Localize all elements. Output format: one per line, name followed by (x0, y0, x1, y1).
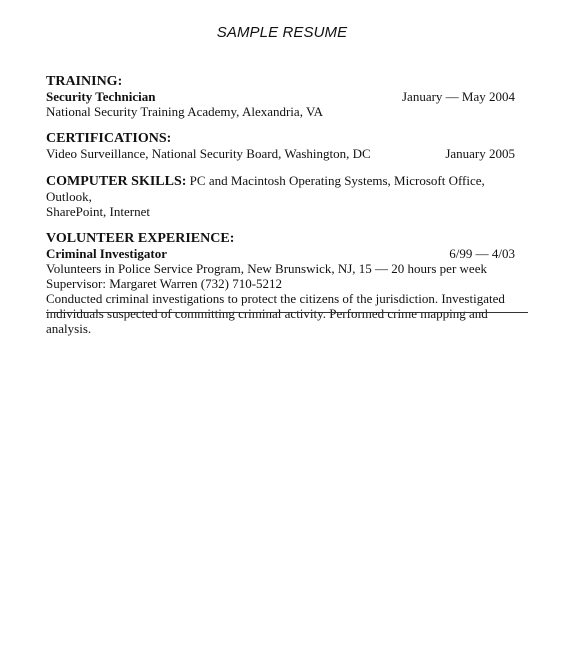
computer-skills-heading: COMPUTER SKILLS: (46, 174, 187, 189)
training-dates: January — May 2004 (401, 89, 515, 104)
training-heading: TRAINING: (46, 74, 123, 89)
volunteer-organization: Volunteers in Police Service Program, New Brunswick, NJ, 15 — 20 hours per week (46, 261, 487, 276)
computer-skills-section (46, 173, 515, 219)
training-entry (46, 89, 515, 104)
certification-date: January 2005 (445, 146, 515, 161)
certification-entry (46, 146, 515, 161)
certifications-heading: CERTIFICATIONS: (46, 131, 172, 146)
training-institution: National Security Training Academy, Alexandria, VA (46, 104, 324, 119)
volunteer-heading: VOLUNTEER EXPERIENCE: (46, 231, 235, 246)
volunteer-entry (46, 246, 515, 261)
page-title: SAMPLE RESUME (216, 24, 348, 41)
volunteer-supervisor: Supervisor: Margaret Warren (732) 710-5212 (46, 276, 283, 291)
resume-body (46, 74, 515, 348)
training-position: Security Technician (46, 89, 156, 104)
certifications-section (46, 131, 515, 161)
certification-item: Video Surveillance, National Security Board, Washington, DC (46, 146, 371, 161)
computer-skills-text-1: PC and Macintosh Operating Systems, Microsoft Office, Outlook, (46, 173, 485, 204)
volunteer-position: Criminal Investigator (46, 246, 167, 261)
computer-skills-text-2: SharePoint, Internet (46, 204, 150, 219)
training-section (46, 74, 515, 119)
computer-skills-line-1 (46, 173, 515, 204)
horizontal-divider (46, 312, 528, 313)
volunteer-description-1: Conducted criminal investigations to protect the citizens of the jurisdiction. Investigated (46, 291, 505, 306)
volunteer-dates: 6/99 — 4/03 (449, 246, 515, 261)
volunteer-section (46, 231, 515, 336)
volunteer-description-2: individuals suspected of committing criminal activity. Performed crime mapping and analysis. (46, 306, 488, 336)
